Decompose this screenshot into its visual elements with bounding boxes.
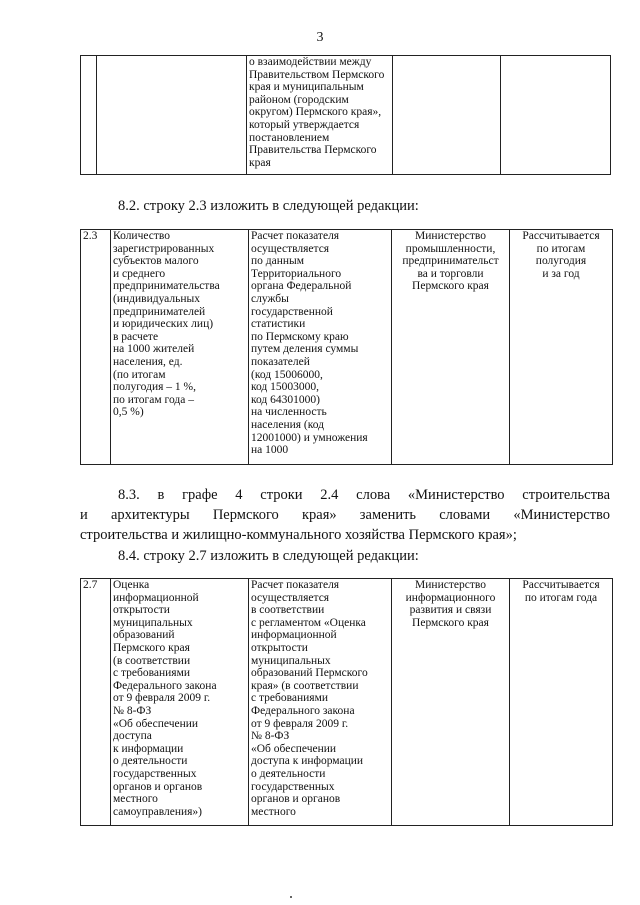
cell-period: Рассчитывается по итогам полугодия и за год (510, 230, 613, 465)
cell-responsible: Министерство информационного развития и связи Пермского края (392, 579, 510, 826)
cell-number: 2.7 (81, 579, 111, 826)
cell-empty (97, 56, 247, 175)
cell-method: Расчет показателя осуществляется по данным Территориального органа Федеральной службы государственной статистики по Пермскому краю путем деления суммы показателей (код 15006000, код 15003000, код 64301000) на численность населения (код 12001000) и умножения на 1000 (249, 230, 392, 465)
cell-indicator: Количество зарегистрированных субъектов малого и среднего предпринимательства (индивидуальных предпринимателей и юридических лиц) в расчете на 1000 жителей населения, ед. (по итогам полугодия – 1 %, по итогам года – 0,5 %) (111, 230, 249, 465)
table-row-2-3 (80, 229, 613, 465)
cell-period: Рассчитывается по итогам года (510, 579, 613, 826)
cell-empty (501, 56, 611, 175)
cell-empty (81, 56, 97, 175)
paragraph-8-3-line3: строительства и жилищно-коммунального хозяйства Пермского края»; (80, 527, 517, 543)
cell-method: Расчет показателя осуществляется в соответствии с регламентом «Оценка информационной открытости муниципальных образований Пермского края» (в соответствии с требованиями Федерального закона от 9 февраля 2009 г. № 8-ФЗ «Об обеспечении доступа к информации о деятельности государственных органов и органов местного (249, 579, 392, 826)
paragraph-8-2: 8.2. строку 2.3 изложить в следующей редакции: (118, 198, 419, 214)
scan-speck (290, 896, 292, 898)
cell-number: 2.3 (81, 230, 111, 465)
paragraph-8-3-line2: и архитектуры Пермского края» заменить словами «Министерство (80, 507, 610, 523)
cell-empty (393, 56, 501, 175)
paragraph-8-4: 8.4. строку 2.7 изложить в следующей редакции: (118, 548, 419, 564)
table-row (81, 56, 611, 175)
cell-method-continuation: о взаимодействии между Правительством Пермского края и муниципальным районом (городским округом) Пермского края», который утверждается постановлением Правительства Пермского края (247, 56, 393, 175)
cell-indicator: Оценка информационной открытости муниципальных образований Пермского края (в соответствии с требованиями Федерального закона от 9 февраля 2009 г. № 8-ФЗ «Об обеспечении доступа к информации о деятельности государственных органов и органов местного самоуправления») (111, 579, 249, 826)
cell-responsible: Министерство промышленности, предпринимательст ва и торговли Пермского края (392, 230, 510, 465)
page-number: 3 (316, 30, 324, 45)
table-row (81, 579, 613, 826)
table-continuation (80, 55, 611, 175)
table-row-2-7 (80, 578, 613, 826)
paragraph-8-3-line1: 8.3. в графе 4 строки 2.4 слова «Министерство строительства (118, 487, 610, 503)
table-row (81, 230, 613, 465)
